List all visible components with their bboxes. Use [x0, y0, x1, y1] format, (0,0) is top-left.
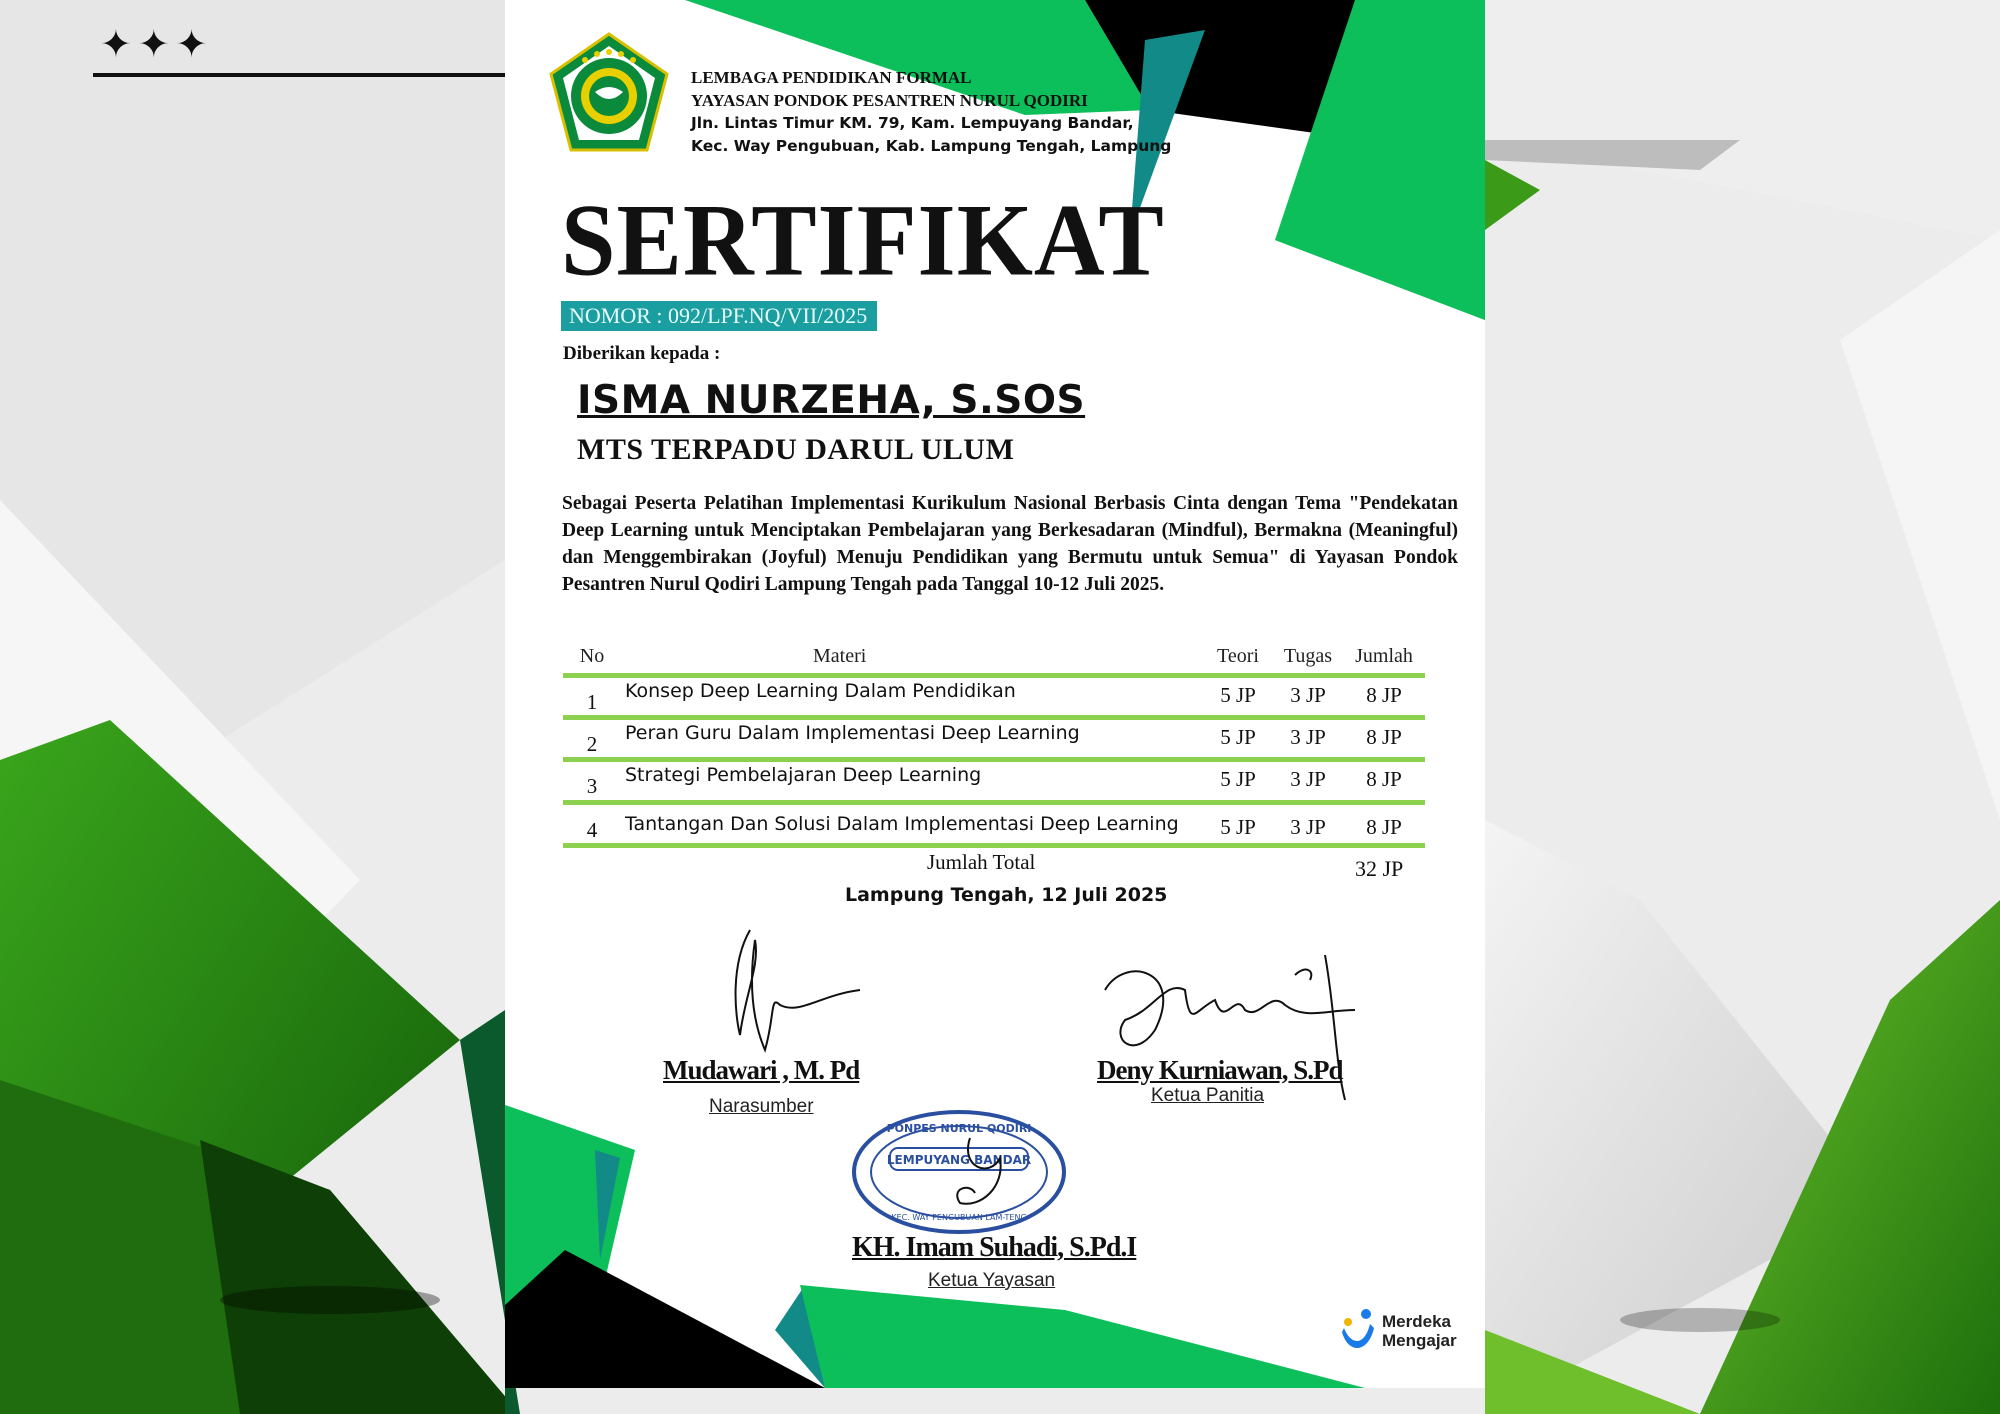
- stamp-top: PONPES NURUL QODIRI: [886, 1122, 1032, 1135]
- header-teori: Teori: [1217, 645, 1259, 667]
- table-row: [563, 678, 1425, 715]
- merdeka-line-1: Merdeka: [1382, 1312, 1451, 1331]
- institution-header: [691, 66, 1171, 158]
- header-materi: Materi: [813, 645, 867, 667]
- signatory-name-1: Mudawari , M. Pd: [663, 1055, 860, 1085]
- row-jumlah: 8 JP: [1366, 683, 1402, 707]
- row-materi: Tantangan Dan Solusi Dalam Implementasi Deep Learning: [625, 813, 1179, 835]
- header-tugas: Tugas: [1283, 645, 1333, 667]
- signature-narasumber: [720, 925, 870, 1055]
- row-materi: Peran Guru Dalam Implementasi Deep Learning: [625, 722, 1080, 744]
- certificate-page: [505, 0, 1485, 1388]
- total-label: Jumlah Total: [927, 850, 1036, 874]
- row-tugas: 3 JP: [1290, 683, 1326, 707]
- recipient-name: ISMA NURZEHA, S.SOS: [577, 378, 1086, 423]
- signatory-name-3: KH. Imam Suhadi, S.Pd.I: [852, 1232, 1137, 1263]
- row-teori: 5 JP: [1220, 683, 1256, 707]
- row-tugas: 3 JP: [1290, 767, 1326, 791]
- row-no: 3: [586, 774, 598, 798]
- merdeka-line-2: Mengajar: [1382, 1331, 1457, 1350]
- stamp-bottom: KEC. WAY PENGUBUAN LAM-TENG: [891, 1213, 1027, 1222]
- institution-line-1: LEMBAGA PENDIDIKAN FORMAL: [691, 68, 972, 87]
- merdeka-mengajar-icon: [1340, 1308, 1376, 1356]
- institution-address-1: Jln. Lintas Timur KM. 79, Kam. Lempuyang Bandar,: [691, 114, 1134, 132]
- certificate-description: Sebagai Peserta Pelatihan Implementasi Kurikulum Nasional Berbasis Cinta dengan Tema "Pendekatan Deep Learning untuk Menciptakan Pembelajaran yang Berkesadaran (Mindful), Bermakna (Meaningful) dan Menggembirakan (Joyful) Menuju Pendidikan yang Bermutu untuk Semua" di Yayasan Pondok Pesantren Nurul Qodiri Lampung Tengah pada Tanggal 10-12 Juli 2025.: [562, 493, 1458, 595]
- header-no: No: [579, 645, 605, 667]
- signatory-name-2: Deny Kurniawan, S.Pd: [1097, 1055, 1343, 1085]
- certificate-title: SERTIFIKAT: [561, 184, 1165, 298]
- row-jumlah: 8 JP: [1366, 815, 1402, 839]
- signatory-role-2: Ketua Panitia: [1151, 1085, 1265, 1106]
- row-materi: Strategi Pembelajaran Deep Learning: [625, 764, 982, 786]
- total-value: 32 JP: [1355, 856, 1404, 881]
- row-tugas: 3 JP: [1290, 815, 1326, 839]
- row-teori: 5 JP: [1220, 815, 1256, 839]
- header-jumlah: Jumlah: [1355, 645, 1413, 667]
- row-jumlah: 8 JP: [1366, 725, 1402, 749]
- institution-address-2: Kec. Way Pengubuan, Kab. Lampung Tengah, Lampung: [691, 137, 1172, 155]
- materials-table: [563, 643, 1425, 848]
- merdeka-mengajar-logo: [1340, 1308, 1480, 1356]
- place-date: Lampung Tengah, 12 Juli 2025: [845, 884, 1168, 906]
- row-jumlah: 8 JP: [1366, 767, 1402, 791]
- table-row: [563, 720, 1425, 757]
- row-tugas: 3 JP: [1290, 725, 1326, 749]
- stamp-middle: LEMPUYANG BANDAR: [886, 1153, 1032, 1167]
- divider-line: [93, 73, 505, 77]
- row-materi: Konsep Deep Learning Dalam Pendidikan: [625, 680, 1016, 702]
- row-teori: 5 JP: [1220, 767, 1256, 791]
- given-to-label: Diberikan kepada :: [563, 343, 721, 364]
- signatory-role-3: Ketua Yayasan: [928, 1270, 1056, 1291]
- row-no: 2: [586, 732, 598, 756]
- recipient-school: MTS TERPADU DARUL ULUM: [577, 433, 1015, 466]
- table-header: [563, 643, 1425, 673]
- row-no: 1: [586, 690, 598, 714]
- institution-logo: [545, 30, 673, 158]
- institution-stamp: [850, 1108, 1068, 1236]
- table-divider: [563, 843, 1425, 848]
- institution-line-2: YAYASAN PONDOK PESANTREN NURUL QODIRI: [691, 91, 1088, 110]
- stars-decoration: ✦✦✦: [100, 22, 214, 66]
- table-row: [563, 805, 1425, 843]
- certificate-number: NOMOR : 092/LPF.NQ/VII/2025: [561, 301, 877, 331]
- table-row: [563, 762, 1425, 800]
- row-teori: 5 JP: [1220, 725, 1256, 749]
- row-no: 4: [586, 818, 598, 842]
- signatory-role-1: Narasumber: [709, 1096, 814, 1117]
